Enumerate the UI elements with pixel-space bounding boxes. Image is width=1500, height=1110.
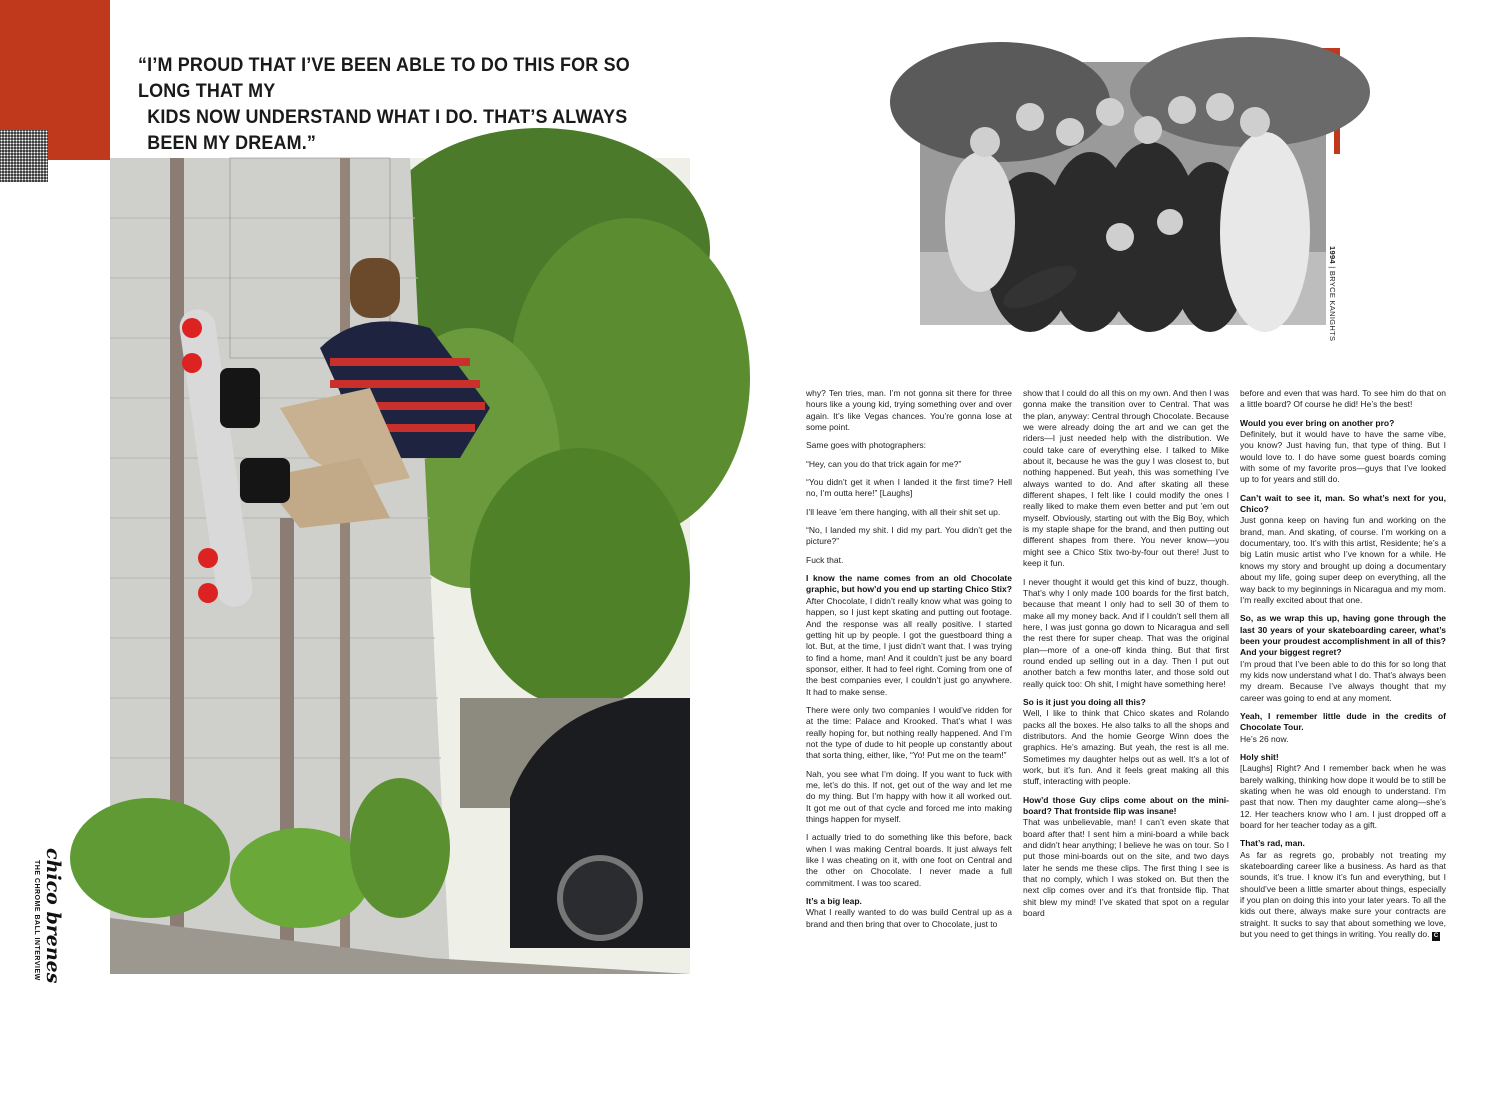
pull-quote-line-1: “I’M PROUD THAT I’VE BEEN ABLE TO DO THIS FOR SO LONG THAT MY <box>138 54 630 102</box>
group-photo <box>920 62 1326 325</box>
chico-brenes-logo: chico brenes <box>42 848 64 984</box>
interview-label: THE CHROME BALL INTERVIEW <box>33 860 40 981</box>
article-paragraph: After Chocolate, I didn’t really know what was going to happen, so I just kept skating and putting out footage. And the response was all really positive. I started getting hit up by people. I got the guestboard thing a lot. But, at the time, I just didn’t want that. I was trying to find a home, man! And it couldn’t just be any board sponsor, either. It had to feel right. Coming from one of the best companies ever, I couldn’t just go anywhere. It had to make sense. <box>806 595 1012 697</box>
caption-title: FRONTSIDE WALLRIDE 2019 <box>648 1090 752 1099</box>
article-paragraph: Same goes with photographers: <box>806 440 927 451</box>
photo-year: 1994 <box>1328 246 1337 264</box>
article-paragraph: “Hey, can you do that trick again for me?” <box>806 458 962 469</box>
main-skate-photo <box>110 158 785 1109</box>
article-paragraph: I actually tried to do something like this before, back when I was making Central boards. It just always felt like I was cheating on it, with one foot on Central and the other on Chocolate. I never made a full commitment. I was too scared. <box>806 832 1012 888</box>
article-paragraph: “No, I landed my shit. I did my part. You didn’t get the picture?” <box>806 525 1012 547</box>
article-paragraph: Nah, you see what I’m doing. If you want to fuck with me, let’s do this. If not, get out of the way and let me do my thing. But I’m happy with how it all worked out. It got me out of that cycle and forced me into making things happen for myself. <box>806 768 1012 824</box>
article-paragraph: I’ll leave ’em there hanging, with all their shit set up. <box>806 506 1001 517</box>
interview-question: Would you ever bring on another pro? <box>1240 417 1395 428</box>
article-paragraph: Well, I like to think that Chico skates and Rolando packs all the boxes. He also talks to all the shops and distributors. And the homie George Winn does the graphics. He’s amazing. But yeah, the rest is all me. Sometimes my daughter helps out as well. It’s a lot of work, but it’s fun. And it feels great making all this stuff, interacting with people. <box>1023 708 1229 787</box>
interview-question: How’d those Guy clips come about on the mini-board? That frontside flip was insane! <box>1023 794 1229 817</box>
article-paragraph: There were only two companies I would’ve ridden for at the time: Palace and Krooked. That’s what I was really hoping for, but nothing really happened. And I’m not the type of dude to hit people up constantly about that sorta thing, either, like, “Yo! Put me on the team!” <box>806 704 1012 761</box>
caption-location: SAN FRANCISCO, CA | MECKY OKEUS <box>648 1100 785 1109</box>
article-paragraph: Definitely, but it would have to have the same vibe, you know? Just having fun, that type of thing. But I would love to. I do have some guest boards coming with some of my favorite pros—guys that I’ve looked up to for years and still do. <box>1240 429 1446 485</box>
end-mark-icon: C <box>1433 933 1439 940</box>
photo-caption <box>648 1090 798 1110</box>
interview-question: It’s a big leap. <box>806 896 862 907</box>
article-paragraph: As far as regrets go, probably not treating my skateboarding career like a business. As hard as that sounds, it’s true. I know it’s fun and everything, but I should’ve been a little smarter about things, especially if you plan on doing this into your later years. To all the kids out there, always make sure your contracts are straight. It sucks to say that about something we love, but you need to get things in writing. You really do. C <box>1240 849 1446 940</box>
pull-quote-line-2: KIDS NOW UNDERSTAND WHAT I DO. THAT’S ALWAYS BEEN MY DREAM.” <box>147 106 628 154</box>
article-paragraph: I’m proud that I’ve been able to do this for so long that my kids now understand what I do. That’s always been my dream. Because I’ve always thought that my career was going to end at any moment. <box>1240 658 1446 703</box>
interview-question: Yeah, I remember little dude in the credits of Chocolate Tour. <box>1240 710 1446 733</box>
article-paragraph: show that I could do all this on my own. And then I was gonna make the transition over to Central. That was the plan, anyway: Central through Chocolate. Because we were already doing the art and we can get the riders—I just needed help with the distribution. We could take care of everything else. I talked to Mike about it, because he was the guy I was closest to, but nothing happened. But yeah, this was something I’ve always wanted to do. And after skating all these different shapes, I felt like I could modify the ones I really liked to make them even better and put ’em out myself. Obviously, starting out with the Big Boy, which is my staple shape for the brand, and then putting out different shapes from there. You never know—you might see a Chico Stix two-by-four out there! Just to keep it fun. <box>1023 388 1230 569</box>
halftone-pattern <box>0 130 48 182</box>
article-paragraph: That was unbelievable, man! I can’t even skate that board after that! I sent him a mini-board a while back and didn’t hear anything; I believe he was on tour. So I put those mini-boards out on the site, and two days later he sends me these clips. The first thing I see is that no comply, which I was stoked on. But then the next clip comes over and it’s that frontside flip. That shit blew my mind! I’ve skated that spot on a regular board <box>1023 817 1229 919</box>
interview-question: That’s rad, man. <box>1240 838 1305 849</box>
article-column-2 <box>1023 388 1229 926</box>
interview-question: Holy shit! <box>1240 751 1279 762</box>
photographer: BRYCE KANIGHTS <box>1328 270 1337 342</box>
interview-question: Can’t wait to see it, man. So what’s next for you, Chico? <box>1240 492 1446 515</box>
article-paragraph: “You didn’t get it when I landed it the first time? Hell no, I’m outta here!” [Laughs] <box>806 477 1012 499</box>
article-paragraph: I never thought it would get this kind of buzz, though. That’s why I only made 100 boards for the first batch, because that meant I only had to sell 30 of them to make all my money back. And if I couldn’t sell them all here, I was just gonna go down to Nicaragua and sell the rest there for super cheap. That was the original plan—more of a one-off kinda thing. But that first round ended up selling out in a day. Then I put out another batch a few months later, and those sold out really quick too: Oh shit, I might have something here! <box>1023 576 1229 689</box>
article-column-1 <box>806 388 1012 937</box>
article-paragraph: why? Ten tries, man. I’m not gonna sit there for three hours like a young kid, trying something over and over again. It’s like Vegas chances. You’re gonna lose at some point. <box>806 388 1012 433</box>
article-paragraph: What I really wanted to do was build Central up as a brand and then bring that over to Chocolate, just to <box>806 907 1012 929</box>
article-paragraph: Fuck that. <box>806 554 844 565</box>
article-paragraph: He’s 26 now. <box>1240 733 1289 744</box>
photo-credit: 1994 | BRYCE KANIGHTS <box>1328 246 1337 342</box>
interview-question: So, as we wrap this up, having gone through the last 30 years of your skateboarding career, what’s been your proudest accomplishment in all of this? And your biggest regret? <box>1240 613 1446 658</box>
interview-question: So is it just you doing all this? <box>1023 696 1146 707</box>
article-paragraph: before and even that was hard. To see him do that on a little board? Of course he did! He’s the best! <box>1240 388 1446 410</box>
article-paragraph: [Laughs] Right? And I remember back when he was barely walking, thinking how dope it would be to still be skating when he was old enough to understand. I’m past that now. Then my daughter came along—she’s 12. Her teachers know who I am. I just dropped off a board for her teacher today as a gift. <box>1240 763 1447 831</box>
interview-question: I know the name comes from an old Chocolate graphic, but how’d you end up starting Chico Stix? <box>806 573 1012 595</box>
article-paragraph: Just gonna keep on having fun and working on the brand, man. And skating, of course. I’m working on a documentary, too. It’s with this artist, Residente; he’s a big Latin music artist who I’ve known for a while. He knows my story and brought up doing a documentary about my life, going super deep on everything, all the way back to my beginnings in Nicaragua and my mom. I’m really excited about that one. <box>1240 515 1446 605</box>
article-column-3 <box>1240 388 1446 948</box>
